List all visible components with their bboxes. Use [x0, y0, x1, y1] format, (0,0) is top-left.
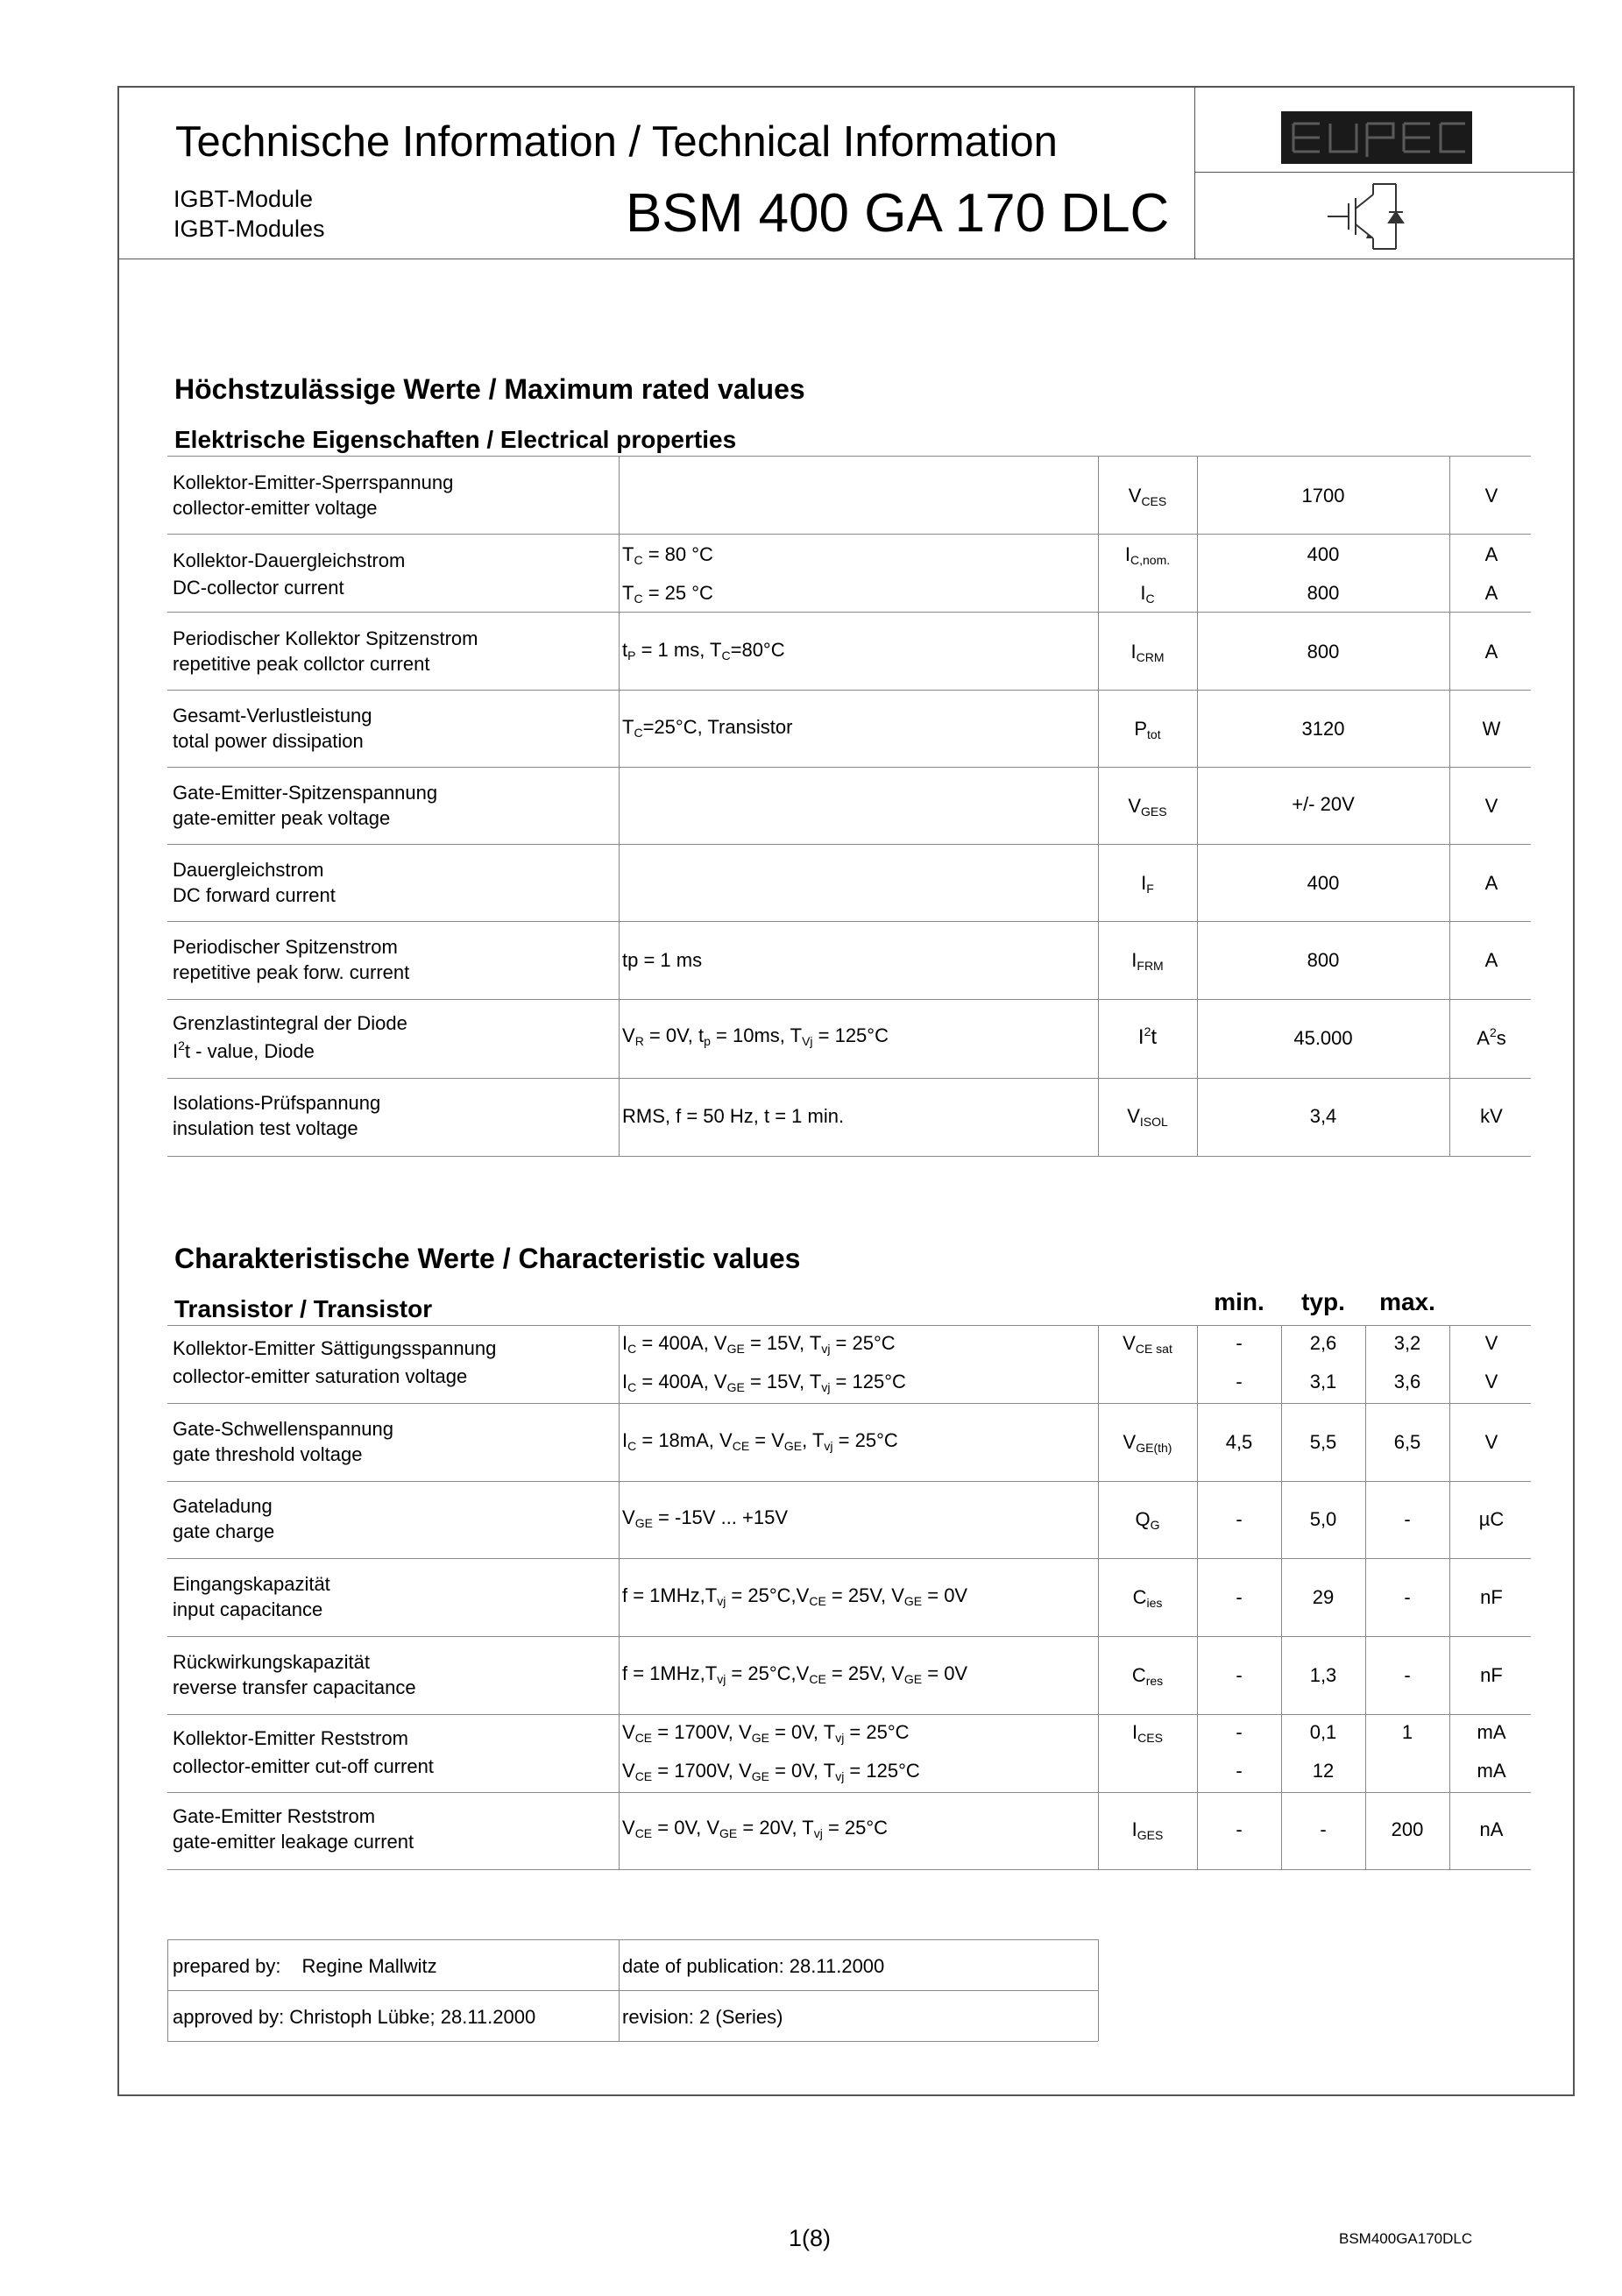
min-value: -	[1236, 1760, 1243, 1782]
condition: $V_{CE} = 0V$, $V_{GE} = 20V$, $T_{vj} = 25^\circ C$	[622, 1817, 889, 1840]
typ-value: 12	[1312, 1760, 1335, 1782]
value: 800	[1307, 641, 1340, 663]
revision: revision: 2 (Series)	[622, 2006, 783, 2028]
symbol: $V_{ISOL}$	[1127, 1105, 1168, 1129]
param-en: insulation test voltage	[173, 1117, 358, 1139]
symbol: $I_{GES}$	[1131, 1818, 1164, 1842]
typ-value: 2,6	[1309, 1332, 1337, 1354]
characteristic-heading: Charakteristische Werte / Characteristic values	[174, 1243, 801, 1274]
symbol: $I_F$	[1141, 872, 1154, 896]
value: 1700	[1301, 485, 1345, 507]
param-de: Kollektor-Emitter Sättigungsspannung	[173, 1337, 497, 1359]
typ-value: -	[1320, 1818, 1327, 1840]
unit: V	[1484, 1431, 1498, 1453]
min-value: -	[1236, 1818, 1243, 1840]
max-value: -	[1404, 1586, 1411, 1608]
unit: mA	[1477, 1721, 1506, 1743]
unit: nA	[1479, 1818, 1504, 1840]
param-en: gate threshold voltage	[173, 1443, 363, 1465]
typ-value: 5,0	[1309, 1508, 1337, 1530]
param-en: reverse transfer capacitance	[173, 1676, 416, 1698]
min-value: -	[1236, 1586, 1243, 1608]
unit: kV	[1480, 1105, 1503, 1127]
part-number: BSM 400 GA 170 DLC	[626, 183, 1170, 244]
typ-value: 3,1	[1309, 1371, 1337, 1392]
unit: A	[1484, 641, 1498, 663]
typ-value: 5,5	[1309, 1431, 1337, 1453]
value: 45.000	[1293, 1027, 1353, 1049]
typ-value: 0,1	[1309, 1721, 1337, 1743]
symbol: $V_{GES}$	[1128, 795, 1167, 818]
document-code: BSM400GA170DLC	[1339, 2230, 1473, 2247]
param-de: Kollektor-Dauergleichstrom	[173, 549, 406, 571]
eupec-logo	[1281, 111, 1472, 164]
col-max: max.	[1379, 1288, 1435, 1315]
condition: $f = 1MHz,T_{vj} = 25^\circ C,V_{CE} = 25V$, $V_{GE} = 0V$	[622, 1662, 968, 1686]
condition: RMS, f = 50 Hz, t = 1 min.	[622, 1105, 845, 1127]
approved-by: approved by: Christoph Lübke; 28.11.2000	[173, 2006, 536, 2028]
value: 800	[1307, 582, 1340, 604]
symbol: $C_{res}$	[1131, 1664, 1164, 1688]
min-value: -	[1236, 1332, 1243, 1354]
symbol: $C_{ies}$	[1132, 1586, 1163, 1610]
symbol: $V_{CES}$	[1128, 485, 1167, 508]
condition: $T_C = 80$ °C	[622, 543, 713, 567]
unit: A	[1484, 872, 1498, 894]
param-de: Gate-Emitter Reststrom	[173, 1805, 376, 1827]
param-en: collector-emitter cut-off current	[173, 1755, 434, 1777]
param-en: repetitive peak forw. current	[173, 961, 410, 983]
condition: $V_R = 0V$, $t_p = 10ms$, $T_{Vj} = 125^\circ C$	[622, 1024, 889, 1048]
param-de: Gate-Emitter-Spitzenspannung	[173, 782, 438, 804]
param-en: DC forward current	[173, 884, 336, 906]
value: +/- 20V	[1292, 793, 1355, 815]
param-en: repetitive peak collctor current	[173, 653, 430, 675]
unit: V	[1484, 1332, 1498, 1354]
param-de: Kollektor-Emitter Reststrom	[173, 1727, 408, 1749]
header-logo-hdivider	[1194, 172, 1575, 173]
param-de: Kollektor-Emitter-Sperrspannung	[173, 471, 454, 493]
min-value: -	[1236, 1721, 1243, 1743]
typ-value: 1,3	[1309, 1664, 1337, 1686]
param-en: gate charge	[173, 1520, 275, 1542]
max-value: 3,6	[1393, 1371, 1421, 1392]
param-en: DC-collector current	[173, 577, 344, 599]
unit: W	[1482, 718, 1501, 740]
max-value: 200	[1391, 1818, 1424, 1840]
symbol: $V_{GE(th)}$	[1123, 1431, 1172, 1455]
condition: tp = 1 ms	[622, 949, 703, 971]
value: 800	[1307, 949, 1340, 971]
condition: $t_P = 1$ ms, $T_C=80^\circ C$	[622, 639, 785, 663]
electrical-properties-subheading: Elektrische Eigenschaften / Electrical properties	[174, 426, 737, 453]
value: 400	[1307, 872, 1340, 894]
param-de: Dauergleichstrom	[173, 859, 324, 881]
unit: nF	[1480, 1586, 1503, 1608]
unit: nF	[1480, 1664, 1503, 1686]
unit: V	[1484, 1371, 1498, 1392]
condition: $V_{GE} = -15V$ ... +15V	[622, 1506, 789, 1530]
max-value: 3,2	[1393, 1332, 1421, 1354]
condition: $V_{CE} = 1700V$, $V_{GE} = 0V$, $T_{vj} = 25^\circ C$	[622, 1721, 910, 1745]
symbol: $I_C$	[1140, 582, 1155, 606]
typ-value: 29	[1312, 1586, 1335, 1608]
param-en: collector-emitter voltage	[173, 497, 378, 519]
symbol: $P_{tot}$	[1134, 718, 1161, 741]
col-typ: typ.	[1301, 1288, 1345, 1315]
unit: µC	[1478, 1508, 1505, 1530]
publication-date: date of publication: 28.11.2000	[622, 1955, 885, 1977]
unit: V	[1484, 485, 1498, 507]
max-rated-heading: Höchstzulässige Werte / Maximum rated values	[174, 373, 805, 405]
value: 3120	[1301, 718, 1345, 740]
transistor-subheading: Transistor / Transistor	[174, 1295, 433, 1322]
symbol: $I_{CES}$	[1132, 1721, 1163, 1745]
col-min: min.	[1214, 1288, 1264, 1315]
param-de: Periodischer Spitzenstrom	[173, 936, 398, 958]
condition: $V_{CE} = 1700V$, $V_{GE} = 0V$, $T_{vj} = 125^\circ C$	[622, 1760, 920, 1783]
min-value: -	[1236, 1508, 1243, 1530]
unit: A	[1484, 543, 1498, 565]
param-de: Eingangskapazität	[173, 1573, 330, 1595]
subtitle-de: IGBT-Module	[174, 186, 314, 212]
param-de: Gateladung	[173, 1495, 273, 1517]
max-value: -	[1404, 1508, 1411, 1530]
symbol: $I_{FRM}$	[1131, 949, 1164, 973]
max-value: -	[1404, 1664, 1411, 1686]
condition: $T_C = 25$ °C	[622, 582, 713, 606]
param-de: Rückwirkungskapazität	[173, 1651, 370, 1673]
symbol: $I_{CRM}$	[1130, 641, 1165, 664]
unit: $A^2s$	[1477, 1025, 1506, 1049]
unit: mA	[1477, 1760, 1506, 1782]
document-title: Technische Information / Technical Information	[175, 118, 1058, 166]
param-en: $I^2t$ - value, Diode	[173, 1038, 315, 1062]
unit: A	[1484, 582, 1498, 604]
param-de: Isolations-Prüfspannung	[173, 1092, 381, 1114]
value: 3,4	[1309, 1105, 1337, 1127]
min-value: 4,5	[1225, 1431, 1253, 1453]
condition: $I_C = 18mA$, $V_{CE} = V_{GE}$, $T_{vj} = 25^\circ C$	[622, 1429, 898, 1453]
condition: $T_C=25^\circ C$, Transistor	[622, 716, 793, 740]
condition: $I_C = 400A$, $V_{GE} = 15V$, $T_{vj} = 125^\circ C$	[622, 1371, 906, 1394]
param-de: Gate-Schwellenspannung	[173, 1418, 393, 1440]
symbol: $I_{C,nom.}$	[1124, 543, 1171, 567]
param-en: collector-emitter saturation voltage	[173, 1365, 468, 1387]
condition: $f = 1MHz,T_{vj} = 25^\circ C,V_{CE} = 25V$, $V_{GE} = 0V$	[622, 1584, 968, 1608]
igbt-symbol-icon	[1319, 179, 1433, 254]
param-en: total power dissipation	[173, 730, 364, 752]
unit: V	[1484, 795, 1498, 817]
max-value: 1	[1401, 1721, 1413, 1743]
param-de: Periodischer Kollektor Spitzenstrom	[173, 627, 478, 649]
param-de: Grenzlastintegral der Diode	[173, 1012, 407, 1034]
min-value: -	[1236, 1664, 1243, 1686]
prepared-by: prepared by: Regine Mallwitz	[173, 1955, 437, 1977]
min-value: -	[1236, 1371, 1243, 1392]
param-en: input capacitance	[173, 1598, 323, 1620]
symbol: $Q_G$	[1135, 1508, 1160, 1532]
value: 400	[1307, 543, 1340, 565]
symbol: $V_{CE sat}$	[1123, 1332, 1172, 1356]
page-number: 1(8)	[789, 2225, 832, 2251]
subtitle-en: IGBT-Modules	[174, 216, 325, 242]
param-de: Gesamt-Verlustleistung	[173, 705, 372, 726]
symbol: $I^2t$	[1137, 1024, 1158, 1049]
condition: $I_C = 400A$, $V_{GE} = 15V$, $T_{vj} = 25^\circ C$	[622, 1332, 896, 1356]
max-value: 6,5	[1393, 1431, 1421, 1453]
unit: A	[1484, 949, 1498, 971]
param-en: gate-emitter peak voltage	[173, 807, 391, 829]
logo-text: eupec	[1367, 155, 1386, 163]
param-en: gate-emitter leakage current	[173, 1831, 414, 1853]
